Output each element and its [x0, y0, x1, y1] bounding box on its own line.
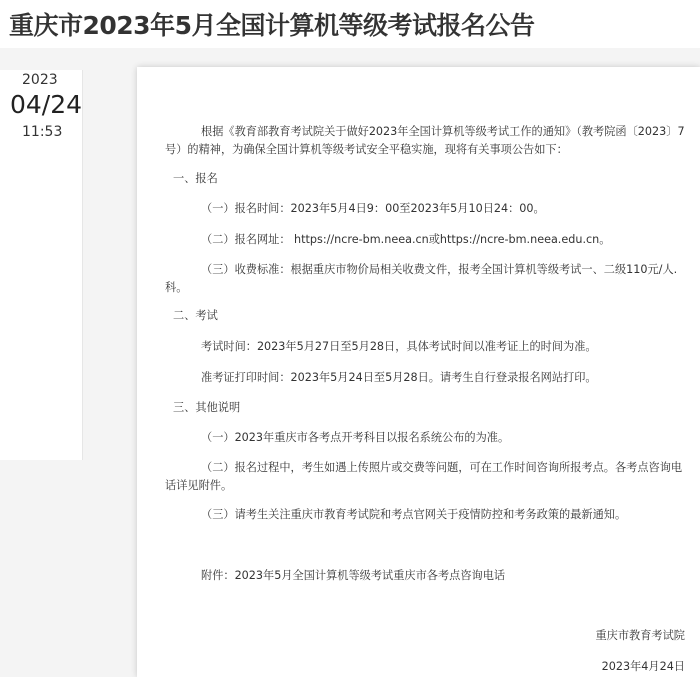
- article-panel: [137, 67, 700, 677]
- registration-time: （一）报名时间：2023年5月4日9：00至2023年5月10日24：00。: [201, 202, 545, 215]
- other-note-3: （三）请考生关注重庆市教育考试院和考点官网关于疫情防控和考务政策的最新通知。: [201, 508, 627, 521]
- signature: 重庆市教育考试院: [595, 629, 685, 642]
- publish-date-column: [0, 70, 83, 460]
- section-2-heading: 二、考试: [173, 309, 218, 322]
- publish-year: 2023: [22, 72, 58, 88]
- exam-time: 考试时间：2023年5月27日至5月28日，具体考试时间以准考证上的时间为准。: [201, 340, 597, 353]
- fee-standard: （三）收费标准：根据重庆市物价局相关收费文件，报考全国计算机等级考试一、二级110元/人.科。: [165, 263, 678, 294]
- other-note-1: （一）2023年重庆市各考点开考科目以报名系统公布的为准。: [201, 431, 510, 444]
- admission-ticket-time: 准考证打印时间：2023年5月24日至5月28日。请考生自行登录报名网站打印。: [201, 371, 597, 384]
- publish-time: 11:53: [22, 124, 63, 140]
- intro-paragraph: 根据《教育部教育考试院关于做好2023年全国计算机等级考试工作的通知》（教考院函〔2023〕7号）的精神，为确保全国计算机等级考试安全平稳实施，现将有关事项公告如下：: [165, 125, 685, 156]
- other-note-2: （二）报名过程中，考生如遇上传照片或交费等问题，可在工作时间咨询所报考点。各考点咨询电话详见附件。: [165, 461, 683, 492]
- attachment-link[interactable]: 附件：2023年5月全国计算机等级考试重庆市各考点咨询电话: [201, 569, 506, 582]
- section-1-heading: 一、报名: [173, 172, 218, 185]
- publish-month-day: 04/24: [10, 90, 83, 119]
- section-3-heading: 三、其他说明: [173, 401, 241, 414]
- header-bar: [0, 0, 700, 48]
- registration-url: （二）报名网址： https://ncre-bm.neea.cn或https://ncre-bm.neea.edu.cn。: [201, 233, 611, 246]
- signature-date: 2023年4月24日: [601, 660, 685, 673]
- page-title: 重庆市2023年5月全国计算机等级考试报名公告: [9, 11, 535, 40]
